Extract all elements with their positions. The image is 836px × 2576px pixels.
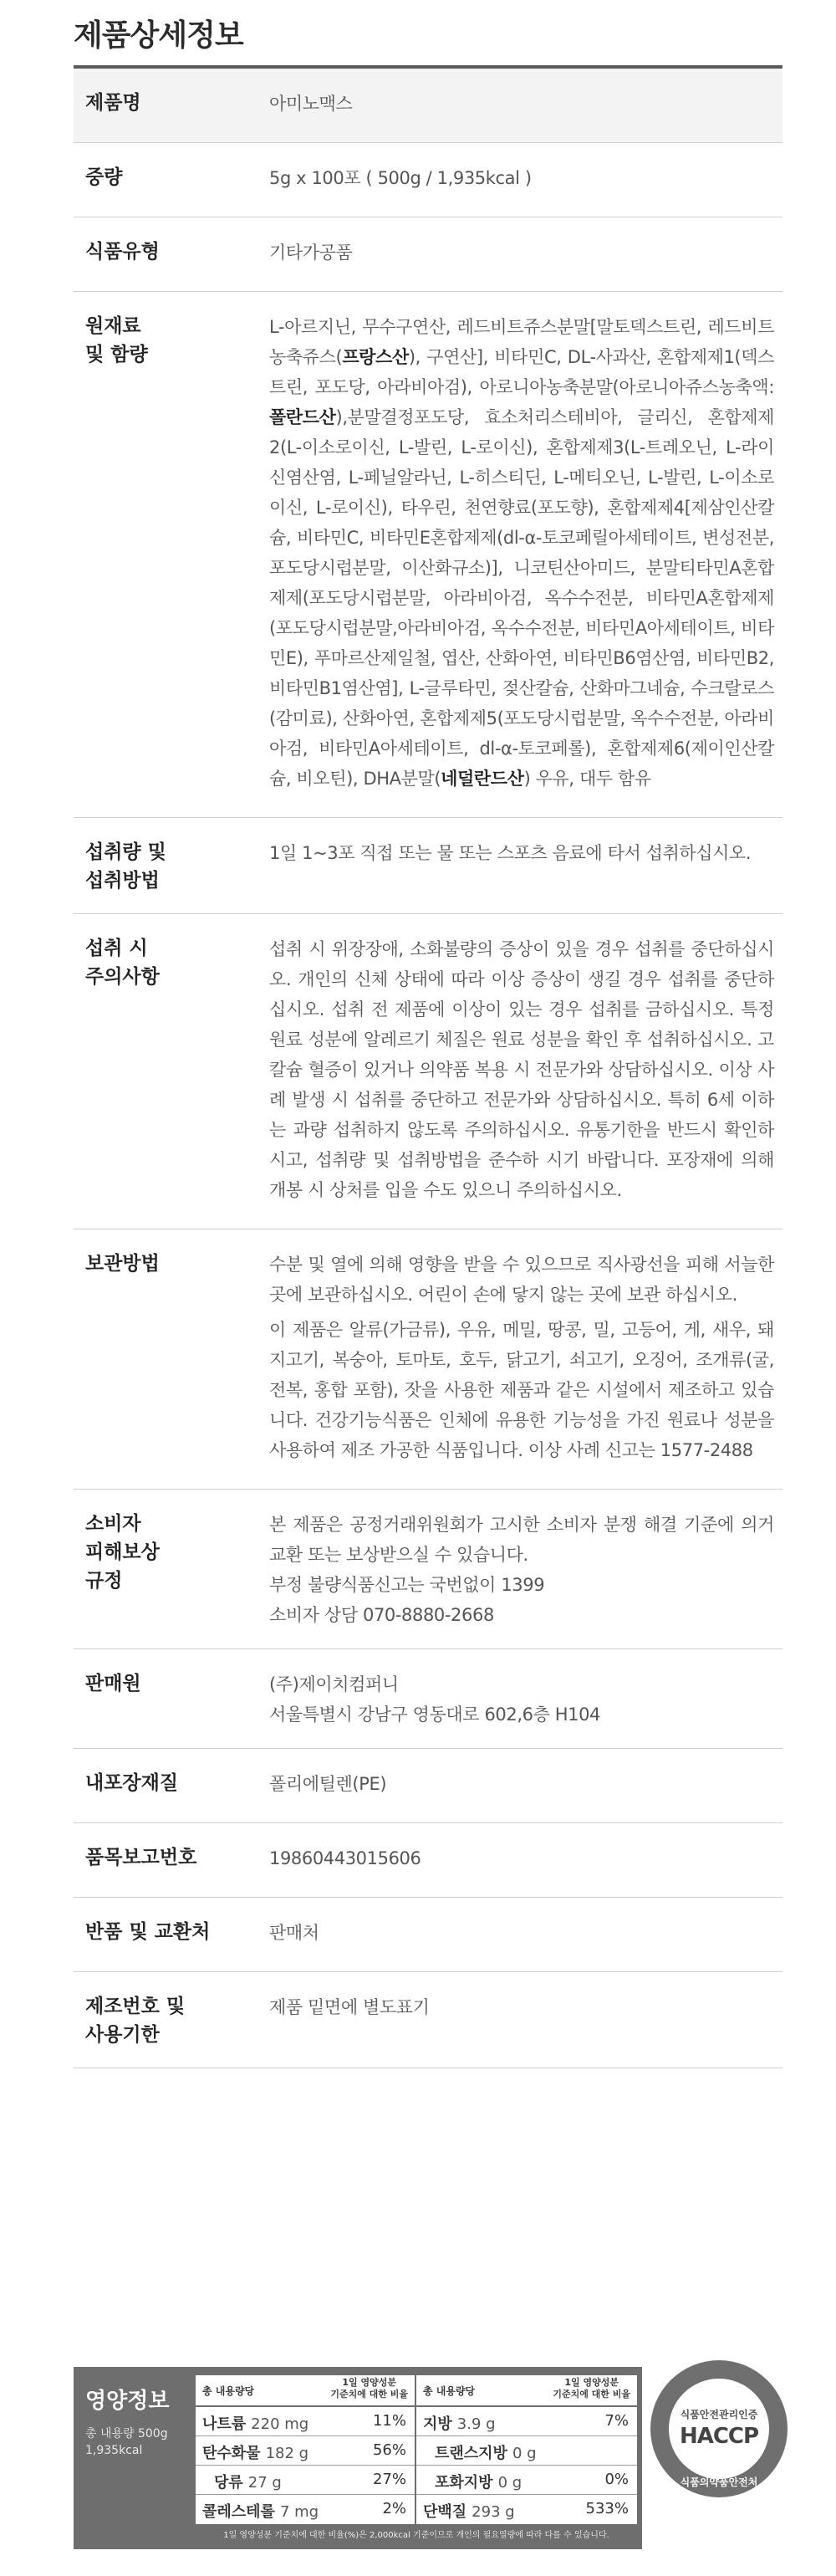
haccp-seal-caption: 식품안전관리인증 bbox=[680, 2409, 758, 2420]
spec-paragraph: 5g x 100포 ( 500g / 1,935kcal ) bbox=[269, 168, 532, 188]
spec-row bbox=[74, 143, 782, 217]
spec-value bbox=[269, 818, 782, 914]
nutrient-amount: 0 g bbox=[497, 2474, 522, 2492]
spec-paragraph: 기타가공품 bbox=[269, 243, 353, 263]
nutrition-column-right bbox=[416, 2375, 637, 2524]
spec-label: 제품명 bbox=[85, 92, 141, 114]
spec-paragraph: 제품 밑면에 별도표기 bbox=[269, 1997, 430, 2017]
nutrient-percent: 11% bbox=[372, 2412, 406, 2430]
nutrient-row bbox=[416, 2466, 637, 2495]
spec-value bbox=[269, 1229, 782, 1490]
nutrient-row bbox=[196, 2407, 415, 2436]
spec-row bbox=[74, 292, 782, 818]
nutrient-percent: 533% bbox=[585, 2500, 629, 2517]
spec-row bbox=[74, 1749, 782, 1823]
spec-label: 중량 bbox=[85, 166, 123, 188]
spec-row bbox=[74, 69, 782, 143]
nutrient-percent: 7% bbox=[604, 2412, 629, 2430]
nutrient-name: 콜레스테롤 7 mg bbox=[202, 2503, 319, 2521]
spec-row bbox=[74, 217, 782, 292]
spec-value bbox=[269, 1898, 782, 1972]
page-title: 제품상세정보 bbox=[74, 18, 243, 53]
spec-row bbox=[74, 1229, 782, 1490]
spec-label: 제조번호 및 사용기한 bbox=[85, 1996, 186, 2046]
spec-row bbox=[74, 818, 782, 914]
spec-label: 섭취량 및 섭취방법 bbox=[85, 841, 166, 892]
product-spec-table bbox=[74, 69, 782, 2068]
nutrient-name: 나트륨 220 mg bbox=[202, 2415, 309, 2433]
nutrition-footnote: 1일 영양성분 기준치에 대한 비율(%)은 2,000kcal 기준이므로 개인의 필요열량에 따라 다를 수 있습니다. bbox=[223, 2531, 609, 2540]
origin-highlight: 폴란드산 bbox=[269, 407, 336, 427]
spec-paragraph: 아미노맥스 bbox=[269, 94, 353, 114]
nutrient-name: 당류 27 g bbox=[214, 2474, 282, 2492]
spec-value bbox=[269, 217, 782, 292]
spec-paragraph: 섭취 시 위장장애, 소화불량의 증상이 있을 경우 섭취를 중단하십시오. 개인의 신체 상태에 따라 이상 증상이 생길 경우 섭취를 중단하십시오. 섭취 전 제품에 이상이 있는 경우 섭취를 금하십시오. 특정 원료 성분에 알레르기 체질은 원료 성분을 확인 후 섭취하십시오. 고칼슘 혈증이 있거나 의약품 복용 시 전문가와 상담하십시오. 이상 사례 발생 시 섭취를 중단하고 전문가와 상담하십시오. 특히 6세 이하는 과량 섭취하지 않도록 주의하십시오. 유통기한을 반드시 확인하시고, 섭취량 및 섭취방법을 준수하 시기 바랍니다. 포장재에 의해 개봉 시 상처를 입을 수도 있으니 주의하십시오. bbox=[269, 939, 774, 1200]
spec-value bbox=[269, 69, 782, 143]
spec-value bbox=[269, 1749, 782, 1823]
spec-label: 소비자 피해보상 규정 bbox=[85, 1513, 160, 1592]
spec-paragraph: 판매처 bbox=[269, 1923, 319, 1943]
haccp-certification-seal bbox=[650, 2360, 788, 2497]
origin-highlight: 프랑스산 bbox=[342, 347, 409, 367]
nutrition-total: 총 내용량 500g 1,935kcal bbox=[85, 2427, 168, 2457]
nutrient-percent: 27% bbox=[372, 2471, 406, 2488]
nutrient-amount: 0 g bbox=[512, 2445, 537, 2462]
nutrient-amount: 293 g bbox=[472, 2503, 515, 2521]
nutrient-percent: 0% bbox=[604, 2471, 629, 2488]
spec-label: 원재료 및 함량 bbox=[85, 315, 148, 365]
spec-paragraph: 19860443015606 bbox=[269, 1848, 421, 1868]
nutrition-column-header bbox=[416, 2375, 637, 2407]
spec-row bbox=[74, 1898, 782, 1972]
origin-highlight: 네덜란드산 bbox=[441, 769, 524, 789]
spec-label: 반품 및 교환처 bbox=[85, 1921, 211, 1943]
nutrient-name: 단백질 293 g bbox=[423, 2503, 515, 2521]
haccp-logo-text: HACCP bbox=[679, 2424, 759, 2449]
nutrition-header-ratio: 1일 영양성분 기준치에 대한 비율 bbox=[553, 2377, 630, 2400]
nutrient-name: 지방 3.9 g bbox=[423, 2415, 496, 2433]
nutrient-row bbox=[196, 2466, 415, 2495]
nutrition-table bbox=[196, 2375, 637, 2524]
spec-row bbox=[74, 1649, 782, 1749]
nutrient-amount: 3.9 g bbox=[456, 2415, 496, 2433]
nutrient-percent: 56% bbox=[372, 2441, 406, 2459]
spec-line: (주)제이치컴퍼니 bbox=[269, 1674, 399, 1694]
spec-line: 소비자 상담 070-8880-2668 bbox=[269, 1605, 494, 1625]
nutrient-percent: 2% bbox=[382, 2500, 406, 2517]
nutrition-column-header bbox=[196, 2375, 415, 2407]
spec-value bbox=[269, 1649, 782, 1749]
spec-row bbox=[74, 914, 782, 1229]
spec-line: 부정 불량식품신고는 국번없이 1399 bbox=[269, 1575, 545, 1595]
spec-label: 판매원 bbox=[85, 1673, 141, 1694]
spec-row bbox=[74, 1972, 782, 2068]
nutrition-header-label: 총 내용량당 bbox=[202, 2385, 255, 2397]
spec-paragraph: 이 제품은 알류(가금류), 우유, 메밀, 땅콩, 밀, 고등어, 게, 새우, 돼지고기, 복숭아, 토마토, 호두, 닭고기, 쇠고기, 오징어, 조개류(굴, 전복, 홍합 포함), 잣을 사용한 제품과 같은 시설에서 제조하고 있습니다. 건강기능식품은 인체에 유용한 기능성을 가진 원료나 성분을 사용하여 제조 가공한 식품입니다. 이상 사례 신고는 1577-2488 bbox=[269, 1320, 774, 1460]
haccp-issuer: 식품의약품안전처 bbox=[680, 2476, 758, 2488]
spec-value bbox=[269, 143, 782, 217]
spec-value bbox=[269, 1490, 782, 1649]
spec-label: 내포장재질 bbox=[85, 1772, 179, 1794]
spec-line: 본 제품은 공정거래위원회가 고시한 소비자 분쟁 해결 기준에 의거 교환 또는 보상받으실 수 있습니다. bbox=[269, 1515, 774, 1565]
nutrient-amount: 7 mg bbox=[279, 2503, 319, 2521]
nutrition-panel bbox=[74, 2367, 642, 2549]
nutrient-name: 트랜스지방 0 g bbox=[435, 2445, 537, 2462]
nutrient-row bbox=[416, 2436, 637, 2466]
nutrient-row bbox=[196, 2436, 415, 2466]
spec-paragraph: L-아르지닌, 무수구연산, 레드비트쥬스분말[말토덱스트린, 레드비트농축쥬스(프랑스산), 구연산], 비타민C, DL-사과산, 혼합제제1(덱스트린, 포도당, 아라비아검), 아로니아농축분말(아로니아쥬스농축액:폴란드산),분말결정포도당, 효소처리스테비아, 글리신, 혼합제제2(L-이소로이신, L-발린, L-로이신), 혼합제제3(L-트레오닌, L-라이신염산염, L-페닐알라닌, L-히스티딘, L-메티오닌, L-발린, L-이소로이신, L-로이신), 타우린, 천연향료(포도향), 혼합제제4[제삼인산칼슘, 비타민C, 비타민E혼합제제(dl-α-토코페릴아세테이트, 변성전분, 포도당시럽분말, 이산화규소)], 니코틴산아미드, 분말티타민A혼합제제(포도당시럽분말, 아라비아검, 옥수수전분, 비타민A혼합제제(포도당시럽분말,아라비아검, 옥수수전분, 비타민A아세테이트, 비타민E), 푸마르산제일철, 엽산, 산화아연, 비타민B6염산염, 비타민B2, 비타민B1염산염], L-글루타민, 젖산칼슘, 산화마그네슘, 수크랄로스(감미료), 산화아연, 혼합제제5(포도당시럽분말, 옥수수전분, 아라비아검, 비타민A아세테이트, dl-α-토코페롤), 혼합제제6(제이인산칼슘, 비오틴), DHA분말(네덜란드산) 우유, 대두 함유 bbox=[269, 317, 774, 789]
nutrient-amount: 182 g bbox=[265, 2445, 309, 2462]
spec-paragraph: 1일 1~3포 직접 또는 물 또는 스포츠 음료에 타서 섭취하십시오. bbox=[269, 843, 752, 863]
nutrition-title: 영양정보 bbox=[85, 2389, 170, 2414]
nutrient-amount: 27 g bbox=[247, 2474, 282, 2492]
spec-label: 섭취 시 주의사항 bbox=[85, 938, 160, 988]
spec-label: 식품유형 bbox=[85, 241, 160, 263]
spec-label: 품목보고번호 bbox=[85, 1847, 197, 1868]
spec-value bbox=[269, 292, 782, 818]
nutrient-amount: 220 mg bbox=[251, 2415, 309, 2433]
spec-row bbox=[74, 1823, 782, 1898]
spec-value bbox=[269, 914, 782, 1229]
spec-label: 보관방법 bbox=[85, 1253, 160, 1275]
spec-row bbox=[74, 1490, 782, 1649]
nutrition-header-label: 총 내용량당 bbox=[423, 2385, 476, 2397]
nutrient-row bbox=[196, 2495, 415, 2523]
haccp-seal-inner bbox=[669, 2379, 769, 2479]
spec-value bbox=[269, 1823, 782, 1898]
nutrient-row bbox=[416, 2407, 637, 2436]
spec-paragraph: 폴리에틸렌(PE) bbox=[269, 1774, 387, 1794]
nutrition-column-left bbox=[196, 2375, 416, 2524]
nutrition-header-ratio: 1일 영양성분 기준치에 대한 비율 bbox=[330, 2377, 408, 2400]
nutrient-name: 탄수화물 182 g bbox=[202, 2445, 309, 2462]
nutrient-row bbox=[416, 2495, 637, 2523]
spec-value bbox=[269, 1972, 782, 2068]
spec-line: 서울특별시 강남구 영동대로 602,6층 H104 bbox=[269, 1705, 601, 1725]
nutrient-name: 포화지방 0 g bbox=[435, 2474, 522, 2492]
spec-paragraph: 수분 및 열에 의해 영향을 받을 수 있으므로 직사광선을 피해 서늘한 곳에 보관하십시오. 어린이 손에 닿지 않는 곳에 보관 하십시오. bbox=[269, 1255, 774, 1305]
